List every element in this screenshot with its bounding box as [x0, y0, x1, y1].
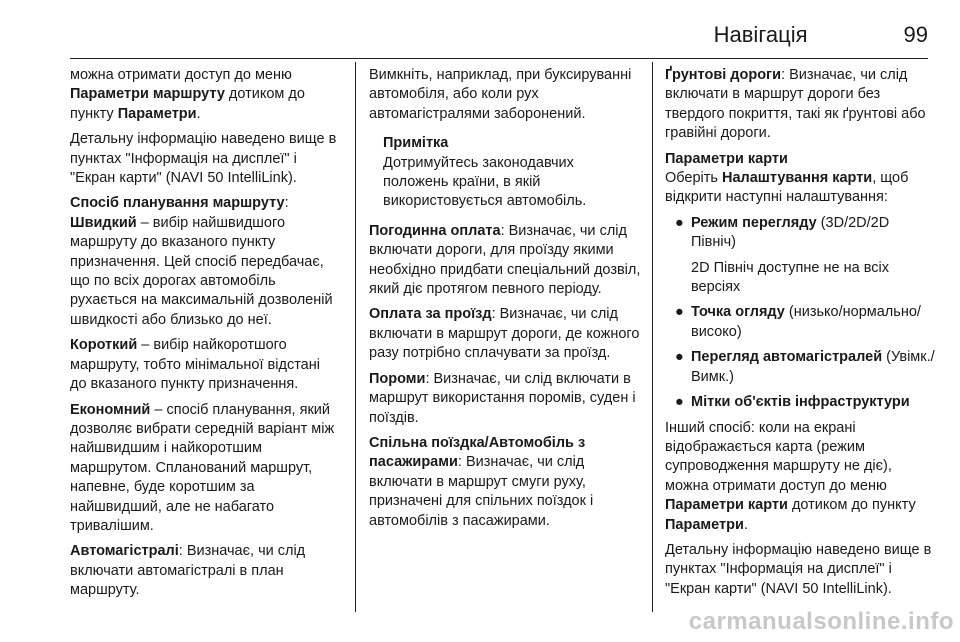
text: :	[284, 195, 289, 212]
page-header	[70, 22, 928, 62]
page-number: 99	[903, 22, 928, 47]
note-title: Примітка	[383, 135, 449, 152]
text: (Увімк./Вимк.)	[691, 349, 935, 385]
text: .	[743, 516, 748, 533]
list-item	[665, 303, 935, 342]
paragraph	[70, 214, 340, 330]
text: – вибір найкоротшого маршруту, тобто мінімальної відстані до вказаного пункту призначення.	[70, 337, 320, 393]
bold-term: Пороми	[369, 370, 426, 387]
column-3	[665, 66, 935, 605]
text: : Визначає, чи слід включати дороги, для проїзду якими необхідно придбати спеціальний дозвіл, який діє протягом певного періоду.	[369, 222, 641, 298]
paragraph	[665, 66, 935, 144]
list-item	[665, 348, 935, 387]
paragraph	[665, 150, 935, 208]
text: .	[196, 105, 201, 122]
text: : Визначає, чи слід включати в маршрут смуги руху, призначені для спільних поїздок і автомобілів з пасажирами.	[369, 454, 594, 529]
text: (3D/2D/2D Північ)	[691, 214, 890, 251]
page-title: Навігація	[713, 22, 808, 47]
bold-term: Автомагістралі	[70, 543, 179, 560]
paragraph: Детальну інформацію наведено вище в пунктах "Інформація на дисплеї" і "Екран карти" (NAVI 50 IntelliLink).	[665, 541, 932, 597]
paragraph	[70, 194, 340, 213]
paragraph: Вимкніть, наприклад, при буксируванні автомобіля, або коли рух автомагістралями заборонений.	[369, 67, 632, 122]
watermark: carmanualsonline.info	[688, 608, 954, 635]
note-box	[383, 134, 641, 212]
text: (низько/нормально/високо)	[691, 304, 921, 340]
bold-term: Мітки об'єктів інфраструктури	[691, 394, 910, 411]
note-text: Дотримуйтесь законодавчих положень країни, в якій використовується автомобіль.	[383, 154, 587, 210]
bold-term: Економний	[70, 401, 151, 418]
bold-term: Точка огляду	[691, 304, 785, 321]
paragraph	[70, 66, 340, 124]
text: : Визначає, чи слід включати автомагістралі в план маршруту.	[70, 543, 306, 599]
bold-term: Перегляд автомагістралей	[691, 349, 883, 366]
text: : Визначає, чи слід включати в маршрут дороги без твердого покриття, такі як ґрунтові або гравійні дороги.	[665, 67, 926, 142]
column-divider-2	[652, 62, 653, 612]
text: – спосіб планування, який дозволяє вибрати середній варіант між найшвидшим і найкоротшим маршрутом. Спланований маршрут, напевне, буде коротшим за найшвидший, але не набагато тривалішим.	[70, 401, 335, 534]
list-item-subtext: 2D Північ доступне не на всіх версіях	[691, 259, 889, 296]
paragraph	[70, 401, 340, 537]
paragraph	[70, 336, 340, 394]
text: – вибір найшвидшого маршруту до вказаного пункту призначення. Цей спосіб передбачає, що по всіх дорогах автомобіль рухається на максимальній дозволеній швидкості або близько до неї.	[70, 214, 333, 328]
bold-term: Короткий	[70, 337, 138, 354]
bold-term: Швидкий	[70, 214, 137, 231]
text: : Визначає, чи слід включати в маршрут використання поромів, суден і поїздів.	[369, 370, 636, 426]
text: дотиком до пункту	[787, 497, 916, 514]
column-divider-1	[355, 62, 356, 612]
text: дотиком до пункту	[70, 86, 305, 122]
text: можна отримати доступ до меню	[70, 67, 292, 83]
text: Інший спосіб: коли на екрані відображається карта (режим супроводження маршруту не діє), можна отримати доступ до меню	[665, 419, 892, 494]
header-rule	[70, 58, 928, 59]
bold-term: Спільна поїздка/Автомобіль з пасажирами	[369, 434, 586, 471]
bold-term: Параметри	[665, 516, 744, 533]
section-heading: Параметри карти	[665, 150, 788, 167]
column-1	[70, 66, 340, 607]
paragraph	[369, 305, 641, 363]
paragraph	[369, 434, 641, 531]
bullet-icon: ●	[675, 349, 684, 366]
bullet-icon: ●	[675, 214, 684, 231]
text: Оберіть	[665, 170, 722, 187]
bold-term: Налаштування карти	[722, 170, 873, 187]
bold-term: Погодинна оплата	[369, 222, 501, 239]
list-item	[665, 214, 935, 253]
text: , щоб відкрити наступні налаштування:	[665, 170, 909, 206]
list-item	[665, 393, 935, 412]
paragraph: Детальну інформацію наведено вище в пунктах "Інформація на дисплеї" і "Екран карти" (NAVI 50 IntelliLink).	[70, 131, 337, 187]
paragraph	[369, 222, 641, 300]
bold-term: Режим перегляду	[691, 214, 817, 231]
paragraph	[369, 370, 641, 428]
bold-term: Оплата за проїзд	[369, 306, 492, 323]
bold-term: Спосіб планування маршруту	[70, 195, 285, 212]
bold-term: Параметри	[117, 105, 197, 122]
bold-term: Параметри маршруту	[70, 86, 225, 103]
column-2	[369, 66, 641, 537]
bold-term: Параметри карти	[665, 497, 788, 514]
paragraph	[665, 419, 935, 535]
bullet-icon: ●	[675, 304, 684, 321]
text: : Визначає, чи слід включати в маршрут дороги, де кожного разу потрібно сплачувати за проїзд.	[369, 306, 640, 362]
paragraph	[70, 542, 340, 600]
bullet-icon: ●	[675, 394, 684, 411]
bold-term: Ґрунтові дороги	[665, 67, 782, 83]
